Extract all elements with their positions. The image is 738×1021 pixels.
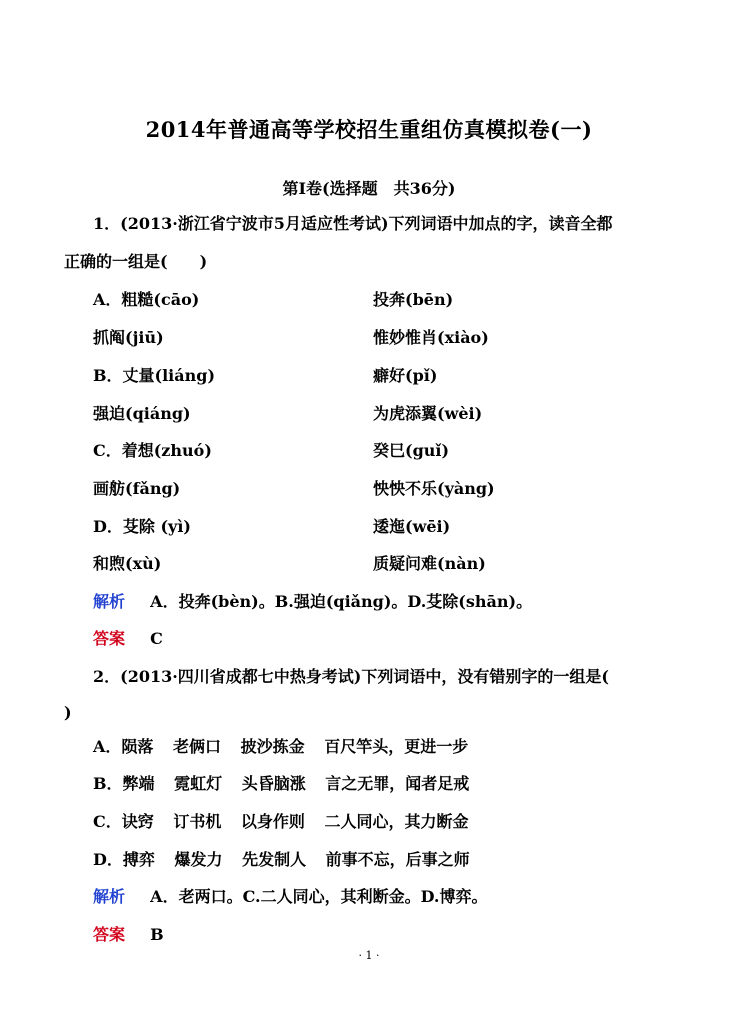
q1-row-5-right: 癸巳(guǐ): [373, 441, 450, 460]
q2-answer-text: B: [150, 925, 164, 944]
q1-row-8-right: 质疑问难(nàn): [373, 554, 486, 573]
paper-title: 2014年普通高等学校招生重组仿真模拟卷(一): [145, 117, 593, 142]
q2-c-word4: 二人同心，其力断金: [324, 812, 469, 831]
q1-row-8-left: 和煦(xù): [93, 554, 162, 573]
q1-row-7-right: 逶迤(wēi): [373, 517, 451, 536]
q2-d-word3: 先发制人: [242, 850, 307, 869]
q2-c-word1: C．诀窍: [93, 812, 154, 831]
q2-c-word3: 以身作则: [240, 812, 305, 831]
q1-analysis: [93, 592, 532, 612]
q1-stem-line2: 正确的一组是( ): [64, 252, 208, 271]
q2-option-c: [93, 812, 469, 832]
q1-row-3-left: B．丈量(liáng): [93, 366, 216, 385]
q1-row-1-right: 投奔(bēn): [373, 290, 454, 309]
q2-answer-label: 答案: [93, 925, 126, 944]
q1-row-2-right: 惟妙惟肖(xiào): [373, 328, 489, 347]
q1-row-4-right: 为虎添翼(wèi): [373, 404, 483, 423]
q1-row-4-left: 强迫(qiáng): [93, 404, 191, 423]
q1-row-7-left: D．芟除 (yì): [93, 517, 191, 536]
q1-answer-label: 答案: [93, 629, 126, 648]
q1-row-3-right: 癖好(pǐ): [373, 366, 438, 385]
q2-d-word4: 前事不忘，后事之师: [325, 850, 470, 869]
q1-answer: [93, 629, 163, 649]
q2-stem-line2: ): [64, 703, 72, 722]
q2-stem-line1: 2．(2013·四川省成都七中热身考试)下列词语中，没有错别字的一组是(: [93, 667, 609, 686]
q1-analysis-label: 解析: [93, 592, 126, 611]
q2-d-word1: D．搏弈: [93, 850, 155, 869]
q1-row-2-left: 抓阄(jiū): [93, 328, 164, 347]
q2-b-word4: 言之无罪，闻者足戒: [325, 774, 470, 793]
q2-b-word2: 霓虹灯: [174, 774, 223, 793]
q2-analysis: [93, 887, 488, 907]
q1-row-1-left: A．粗糙(cāo): [93, 290, 200, 309]
page-number: · 1 ·: [358, 949, 380, 962]
q2-option-a: [93, 737, 468, 757]
q2-b-word1: B．弊端: [93, 774, 155, 793]
q2-a-word2: 老俩口: [173, 737, 222, 756]
q1-row-5-left: C．着想(zhuó): [93, 441, 212, 460]
q2-answer: [93, 925, 164, 945]
q2-b-word3: 头昏脑涨: [241, 774, 306, 793]
q2-a-word4: 百尺竿头，更进一步: [324, 737, 469, 756]
q2-a-word3: 披沙拣金: [240, 737, 305, 756]
q1-analysis-text: A．投奔(bèn)。B.强迫(qiǎng)。D.芟除(shān)。: [150, 592, 533, 611]
q2-a-word1: A．陨落: [93, 737, 154, 756]
q1-answer-text: C: [150, 629, 163, 648]
q2-analysis-text: A．老两口。C.二人同心，其利断金。D.博弈。: [150, 887, 488, 906]
q1-stem-line1: 1．(2013·浙江省宁波市5月适应性考试)下列词语中加点的字，读音全都: [93, 214, 613, 233]
q2-analysis-label: 解析: [93, 887, 126, 906]
q1-row-6-left: 画舫(fǎng): [93, 479, 181, 498]
section-heading: 第Ⅰ卷(选择题 共36分): [282, 179, 456, 198]
q2-option-d: [93, 850, 470, 870]
q2-d-word2: 爆发力: [174, 850, 223, 869]
q2-c-word2: 订书机: [173, 812, 222, 831]
q2-option-b: [93, 774, 469, 794]
q1-row-6-right: 怏怏不乐(yàng): [373, 479, 495, 498]
